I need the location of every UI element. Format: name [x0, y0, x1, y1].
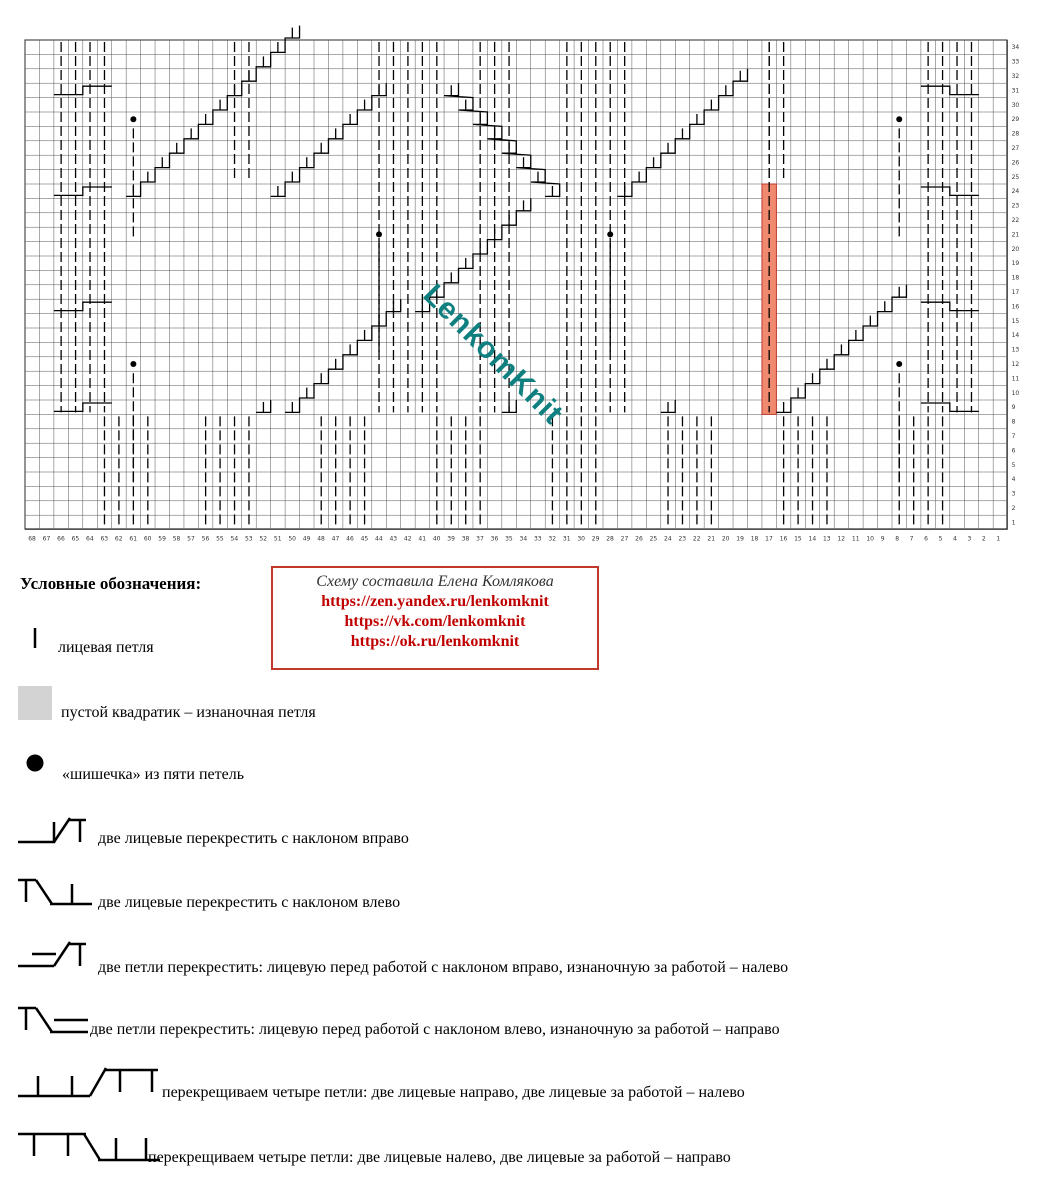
- stitch-number: 19: [736, 535, 744, 543]
- stitch-number: 53: [244, 535, 253, 543]
- row-number: 11: [1011, 375, 1020, 383]
- stitch-number: 1: [996, 535, 1001, 543]
- stitch-number: 63: [100, 535, 109, 543]
- stitch-number: 36: [490, 535, 499, 543]
- stitch-numbers: [28, 536, 1000, 543]
- row-number: 33: [1011, 58, 1020, 66]
- stitch-number: 41: [418, 535, 427, 543]
- row-number: 5: [1011, 461, 1016, 469]
- stitch-number: 56: [201, 535, 210, 543]
- stitch-number: 31: [562, 535, 571, 543]
- knit-stitch-icon: [28, 626, 42, 652]
- row-number: 21: [1011, 231, 1020, 239]
- stitch-number: 24: [664, 535, 672, 543]
- stitch-number: 37: [476, 535, 484, 543]
- stitch-number: 34: [519, 535, 528, 543]
- cross-right-icon: [16, 812, 96, 848]
- legend-text-cross-left: две лицевые перекрестить с наклоном влево: [98, 894, 401, 911]
- stitch-number: 18: [750, 535, 759, 543]
- stitch-number: 62: [114, 535, 123, 543]
- knit-purl-right-icon: [16, 936, 96, 972]
- stitch-number: 3: [967, 535, 972, 543]
- stitch-number: 48: [317, 535, 325, 543]
- stitch-number: 51: [273, 535, 282, 543]
- stitch-number: 38: [461, 535, 470, 543]
- stitch-number: 9: [880, 535, 885, 543]
- stitch-number: 17: [765, 535, 773, 543]
- row-number: 23: [1011, 202, 1020, 210]
- legend-text-cable4-left: перекрещиваем четыре петли: две лицевые налево, две лицевые за работой – направо: [148, 1149, 731, 1166]
- stitch-number: 45: [360, 535, 369, 543]
- row-number: 17: [1011, 289, 1020, 296]
- stitch-number: 16: [779, 535, 788, 543]
- stitch-number: 22: [692, 535, 701, 543]
- legend-text-purl: пустой квадратик – изнаночная петля: [61, 704, 316, 721]
- row-number: 34: [1011, 44, 1020, 52]
- stitch-number: 40: [432, 535, 441, 543]
- stitch-number: 29: [591, 535, 600, 543]
- stitch-number: 64: [86, 535, 94, 543]
- row-number: 2: [1011, 505, 1016, 512]
- row-number: 22: [1011, 217, 1020, 224]
- stitch-number: 12: [837, 535, 846, 543]
- stitch-number: 5: [938, 535, 943, 543]
- row-number: 8: [1011, 418, 1016, 426]
- legend-text-cross-right: две лицевые перекрестить с наклоном вправо: [98, 830, 409, 847]
- stitch-number: 47: [331, 535, 340, 543]
- row-number: 1: [1011, 519, 1016, 527]
- stitch-number: 6: [924, 535, 928, 543]
- stitch-number: 42: [403, 535, 412, 543]
- knitting-chart: [0, 0, 1059, 550]
- stitch-number: 30: [577, 535, 585, 543]
- credit-link-zen[interactable]: https://zen.yandex.ru/lenkomknit: [321, 593, 549, 610]
- stitch-number: 58: [172, 535, 181, 543]
- stitch-number: 7: [909, 535, 914, 543]
- stitch-number: 28: [606, 535, 614, 543]
- bobble: [896, 361, 902, 367]
- row-number: 7: [1011, 433, 1016, 440]
- row-number: 18: [1011, 274, 1020, 282]
- legend-text-bobble: «шишечка» из пяти петель: [62, 766, 244, 783]
- stitch-number: 52: [259, 535, 268, 543]
- stitch-number: 13: [822, 535, 831, 543]
- stitch-number: 43: [389, 535, 398, 543]
- row-number: 15: [1011, 317, 1020, 325]
- row-number: 20: [1011, 245, 1020, 253]
- credit-box: [271, 566, 599, 670]
- stitch-number: 57: [187, 535, 195, 543]
- stitch-number: 27: [620, 535, 629, 543]
- legend-title: Условные обозначения:: [20, 574, 202, 593]
- cable4-left-icon: [16, 1126, 166, 1166]
- row-number: 31: [1011, 87, 1020, 95]
- stitch-number: 33: [533, 535, 542, 543]
- bobble: [130, 116, 136, 122]
- row-number: 29: [1011, 116, 1020, 124]
- row-number: 28: [1011, 130, 1020, 138]
- row-number: 13: [1011, 346, 1020, 354]
- row-number: 14: [1011, 332, 1020, 340]
- stitch-number: 39: [447, 535, 455, 543]
- row-number: 16: [1011, 303, 1020, 311]
- row-number: 10: [1011, 389, 1020, 397]
- row-number: 3: [1011, 490, 1016, 498]
- row-number: 9: [1011, 404, 1016, 412]
- knit-purl-left-icon: [16, 1002, 96, 1038]
- stitch-number: 2: [981, 535, 986, 543]
- row-number: 32: [1011, 73, 1020, 80]
- stitch-number: 66: [57, 535, 65, 543]
- bobble-icon: [24, 752, 46, 774]
- stitch-number: 35: [505, 535, 513, 543]
- stitch-number: 10: [866, 535, 874, 543]
- stitch-number: 32: [548, 535, 557, 543]
- cable4-right-icon: [16, 1062, 166, 1102]
- stitch-number: 65: [71, 535, 80, 543]
- stitch-number: 25: [649, 535, 658, 543]
- row-number: 25: [1011, 173, 1020, 181]
- row-number: 6: [1011, 447, 1016, 455]
- bobble: [376, 231, 382, 237]
- row-number: 24: [1011, 188, 1020, 196]
- legend-text-knit-purl-left: две петли перекрестить: лицевую перед работой с наклоном влево, изнаночную за работой – направо: [90, 1021, 780, 1038]
- purl-square-icon: [18, 686, 52, 720]
- stitch-number: 15: [794, 535, 802, 543]
- credit-author: Схему составила Елена Комлякова: [316, 573, 554, 590]
- row-number: 4: [1011, 476, 1016, 484]
- bobble: [896, 116, 902, 122]
- stitch-number: 67: [42, 535, 51, 543]
- watermark: LenkomKnit: [416, 278, 570, 431]
- legend-text-knit: лицевая петля: [58, 639, 154, 656]
- stitch-number: 55: [216, 535, 224, 543]
- stitch-number: 54: [230, 535, 239, 543]
- stitch-number: 11: [851, 535, 860, 543]
- stitch-number: 23: [678, 535, 687, 543]
- stitch-number: 44: [375, 535, 383, 543]
- row-number: 12: [1011, 361, 1020, 368]
- row-numbers: [1012, 44, 1020, 526]
- stitch-number: 8: [895, 535, 900, 543]
- stitch-number: 21: [707, 535, 716, 543]
- stitch-number: 4: [953, 535, 957, 543]
- bobble: [607, 231, 613, 237]
- stitch-number: 14: [808, 535, 817, 543]
- stitch-number: 59: [158, 535, 166, 543]
- stitch-number: 49: [302, 535, 311, 543]
- credit-link-ok[interactable]: https://ok.ru/lenkomknit: [350, 633, 520, 650]
- row-number: 19: [1011, 260, 1020, 268]
- stitch-number: 60: [143, 535, 152, 543]
- stitch-number: 26: [635, 535, 643, 543]
- row-number: 30: [1011, 101, 1020, 109]
- stitch-number: 46: [346, 535, 354, 543]
- stitch-number: 20: [721, 535, 730, 543]
- row-number: 27: [1011, 145, 1020, 152]
- bobble: [130, 361, 136, 367]
- stitch-number: 61: [129, 535, 138, 543]
- cross-left-icon: [16, 874, 96, 910]
- credit-link-vk[interactable]: https://vk.com/lenkomknit: [344, 613, 526, 630]
- legend-text-knit-purl-right: две петли перекрестить: лицевую перед работой с наклоном вправо, изнаночную за работой – налево: [98, 959, 789, 976]
- stitch-number: 68: [28, 535, 36, 543]
- stitch-number: 50: [288, 535, 296, 543]
- row-number: 26: [1011, 159, 1020, 167]
- legend-text-cable4-right: перекрещиваем четыре петли: две лицевые направо, две лицевые за работой – налево: [162, 1084, 745, 1101]
